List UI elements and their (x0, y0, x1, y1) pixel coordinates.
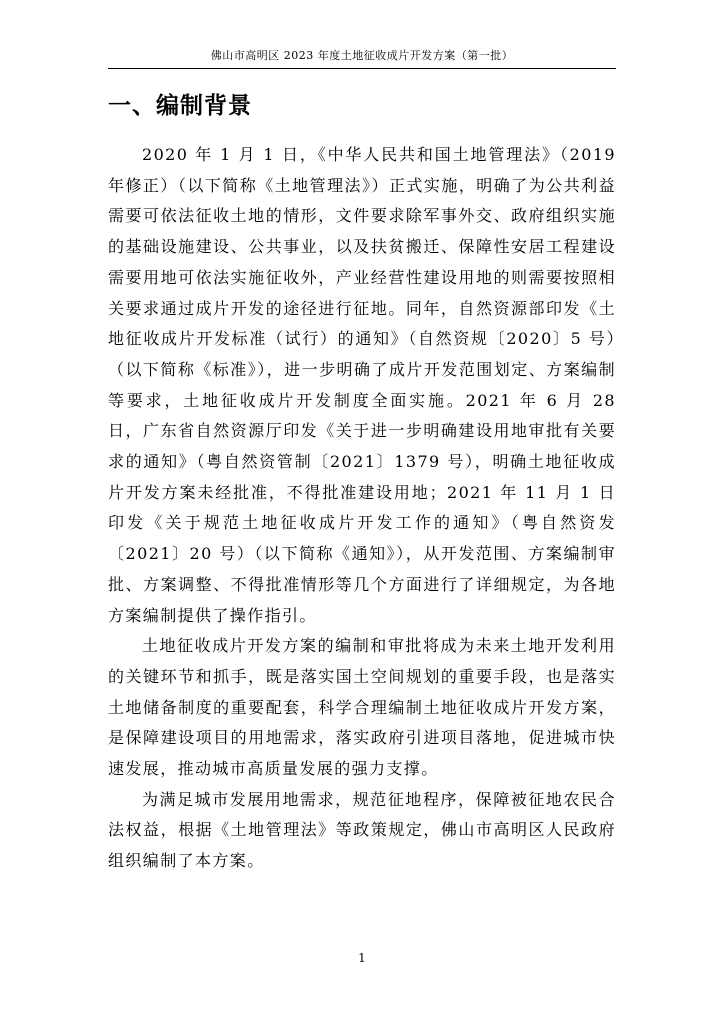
page-number: 1 (358, 951, 366, 965)
body-text (108, 140, 616, 877)
running-header: 佛山市高明区 2023 年度土地征收成片开发方案（第一批） (210, 49, 514, 62)
section-title: 一、编制背景 (108, 93, 252, 119)
header-divider (108, 68, 616, 69)
paragraph-3: 为满足城市发展用地需求，规范征地程序，保障被征地农民合法权益，根据《土地管理法》等政策规定，佛山市高明区人民政府组织编制了本方案。 (108, 789, 616, 871)
paragraph-1: 2020 年 1 月 1 日，《中华人民共和国土地管理法》（2019 年修正）（以下简称《土地管理法》）正式实施，明确了为公共利益需要可依法征收土地的情形，文件要求除军事外交、政府组织实施的基础设施建设、公共事业，以及扶贫搬迁、保障性安居工程建设需要用地可依法实施征收外，产业经营性建设用地的则需要按照相关要求通过成片开发的途径进行征地。同年，自然资源部印发《土地征收成片开发标准（试行）的通知》（自然资规〔2020〕5 号）（以下简称《标准》），进一步明确了成片开发范围划定、方案编制等要求，土地征收成片开发制度全面实施。2021 年 6 月 28 日，广东省自然资源厅印发《关于进一步明确建设用地审批有关要求的通知》（粤自然资管制〔2021〕1379 号），明确土地征收成片开发方案未经批准，不得批准建设用地；2021 年 11 月 1 日印发《关于规范土地征收成片开发工作的通知》（粤自然资发〔2021〕20 号）（以下简称《通知》），从开发范围、方案编制审批、方案调整、不得批准情形等几个方面进行了详细规定，为各地方案编制提供了操作指引。 (108, 145, 616, 625)
paragraph-2: 土地征收成片开发方案的编制和审批将成为未来土地开发利用的关键环节和抓手，既是落实国土空间规划的重要手段，也是落实土地储备制度的重要配套，科学合理编制土地征收成片开发方案，是保障建设项目的用地需求，落实政府引进项目落地，促进城市快速发展，推动城市高质量发展的强力支撑。 (108, 636, 616, 779)
